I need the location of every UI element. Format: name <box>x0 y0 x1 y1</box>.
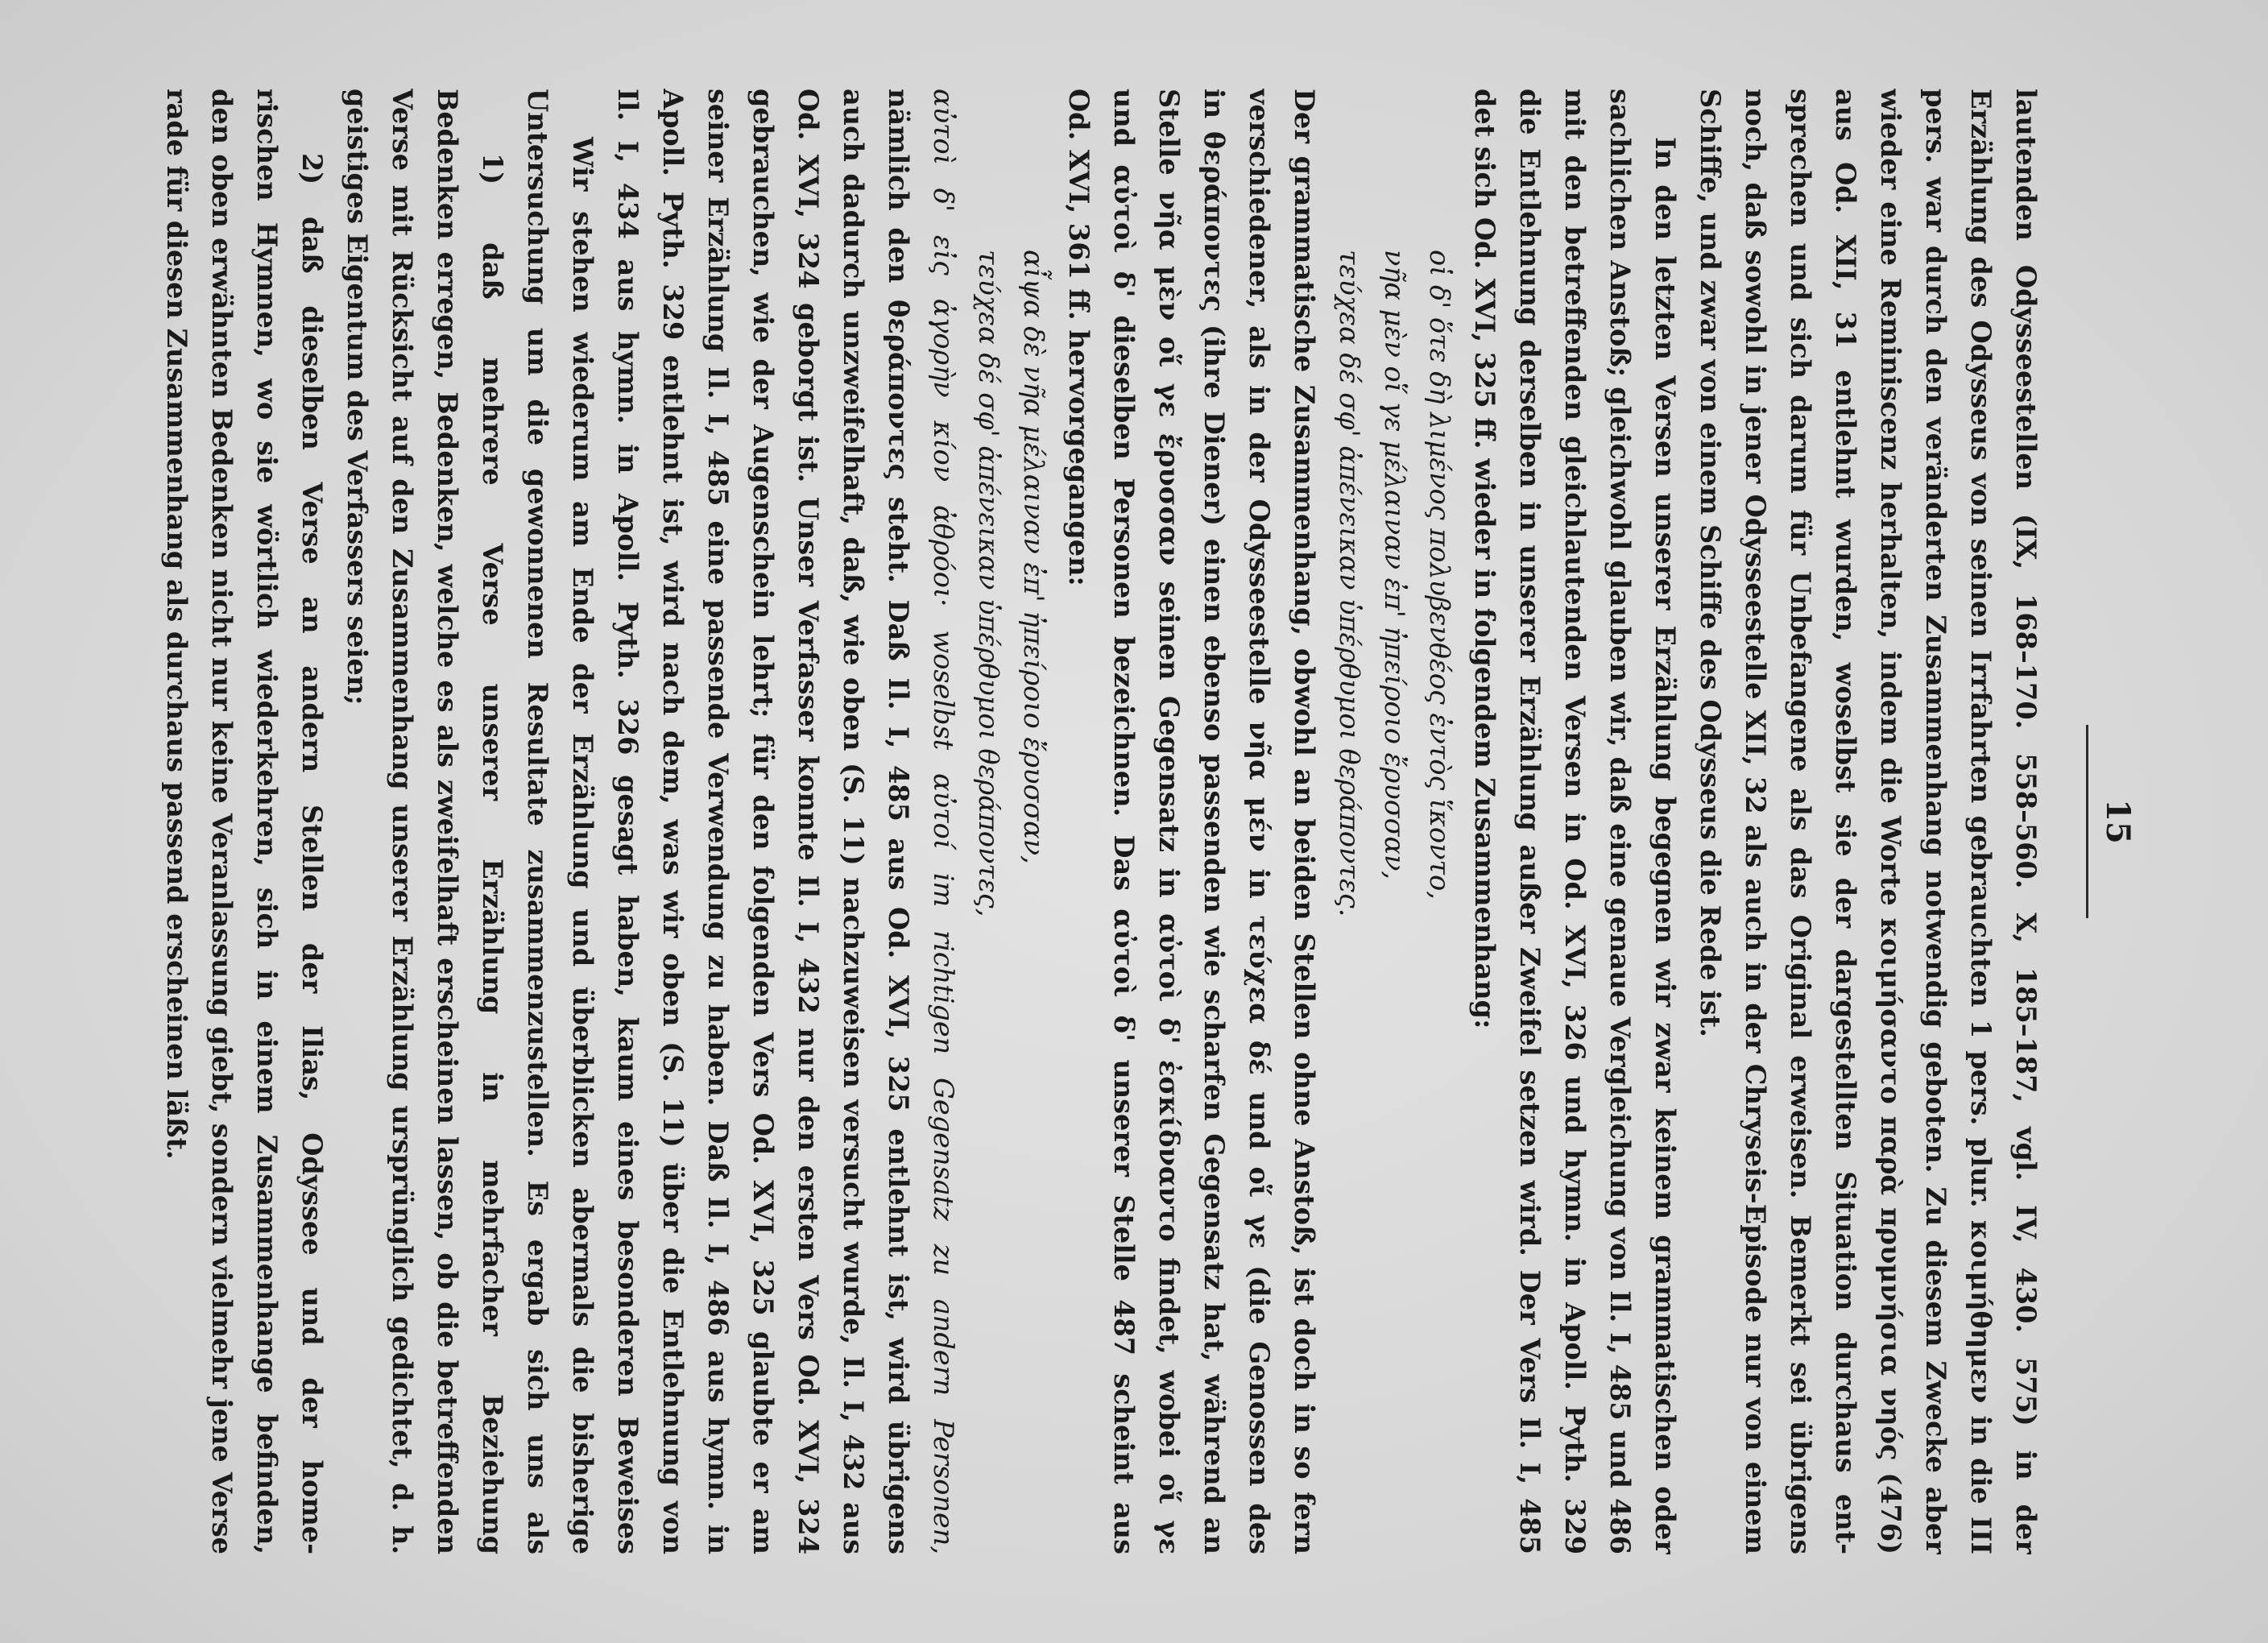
text-line: nämlich den θεράποντες steht. Daß Il. I, 485 aus Od. XVI, 325 entlehnt ist, wird übrigens <box>883 89 914 1554</box>
text-line: Apoll. Pyth. 329 entlehnt ist, wird nach dem, was wir oben (S. 11) über die Entlehnung von <box>657 89 689 1554</box>
text-line: αἶψα δὲ νῆα μέλαιναν ἐπ' ἠπείροιο ἔρυσσαν, <box>1018 250 1049 864</box>
text-line: Untersuchung um die gewonnenen Resultate zusammenzustellen. Es ergab sich uns als <box>522 89 553 1554</box>
text-line: οἱ δ' ὅτε δὴ λιμένος πολυβενθέος ἐντὸς ἵκοντο, <box>1424 250 1455 900</box>
text-line: geistiges Eigentum des Verfassers seien; <box>341 89 373 706</box>
text-line: mit den betreffenden gleichlautenden Versen in Od. XVI, 326 und hymn. in Apoll. Pyth. 329 <box>1559 89 1591 1554</box>
text-line: Stelle νῆα μὲν οἵ γε ἔρυσσαν seinen Gegensatz in αὐτοὶ δ' ἐσκίδναντο findet, wobei οἵ γε <box>1153 89 1185 1554</box>
text-line: νῆα μὲν οἵ γε μέλαιναν ἐπ' ἠπείροιο ἔρυσσαν, <box>1379 250 1410 880</box>
text-line: Schiffe, und zwar von einem Schiffe des Odysseus die Rede ist. <box>1695 89 1726 1037</box>
text-line: det sich Od. XVI, 325 ff. wieder in folgendem Zusammenhang: <box>1469 89 1500 1029</box>
document-page <box>115 89 2137 1554</box>
text-line: 1) daß mehrere Verse unserer Erzählung in mehrfacher Beziehung <box>477 153 508 1554</box>
text-line: verschiedener, als in der Odysseestelle νῆα μέν in τεύχεα δέ und οἵ γε (die Genossen des <box>1244 89 1275 1554</box>
text-line: den oben erwähnten Bedenken nicht nur keine Veranlassung giebt, sondern vielmehr jene Verse <box>206 89 238 1554</box>
text-line: Wir stehen wiederum am Ende der Erzählung und überblicken abermals die bisherige <box>567 137 598 1554</box>
text-line: pers. war durch den veränderten Zusammenhang notwendig geboten. Zu diesem Zwecke aber <box>1920 89 1951 1554</box>
text-line: αὐτοὶ δ' εἰς ἀγορὴν κίον ἀθρόοι· woselbst αὐτοί im richtigen Gegensatz zu andern Personen, <box>928 89 959 1554</box>
text-line: aus Od. XII, 31 entlehnt wurden, woselbst sie der dargestellten Situation durchaus ent- <box>1830 89 1861 1554</box>
text-line: sprechen und sich darum für Unbefangene als das Original erweisen. Bemerkt sei übrigens <box>1785 89 1816 1554</box>
text-line: wieder eine Reminiscenz herhalten, indem die Worte κοιμήσαντο παρὰ πρυμνήσια νηός (476) <box>1875 89 1906 1554</box>
text-line: sachlichen Anstoß; gleichwohl glauben wir, daß eine genaue Vergleichung von Il. I, 485 und 486 <box>1604 89 1636 1554</box>
text-line: τεύχεα δέ σφ' ἀπένεικαν ὑπέρθυμοι θεράποντες, <box>973 250 1004 917</box>
text-line: gebrauchen, wie der Augenschein lehrt; für den folgenden Vers Od. XVI, 325 glaubte er am <box>747 89 779 1554</box>
text-line: die Entlehnung derselben in unserer Erzählung außer Zweifel setzen wird. Der Vers Il. I, 485 <box>1514 89 1546 1554</box>
text-line: In den letzten Versen unserer Erzählung begegnen wir zwar keinem grammatischen oder <box>1649 137 1681 1554</box>
text-line: lautenden Odysseestellen (IX, 168–170. 558–560. X, 185–187, vgl. IV, 430. 575) in der <box>2010 89 2042 1554</box>
text-line: in θεράποντες (ihre Diener) einen ebenso passenden wie scharfen Gegensatz hat, während an <box>1198 89 1230 1554</box>
text-line: noch, daß sowohl in jener Odysseestelle XII, 32 als auch in der Chryseis-Episode nur von einem <box>1740 89 1771 1554</box>
text-line: rischen Hymnen, wo sie wörtlich wiederkehren, sich in einem Zusammenhange befinden, <box>251 89 283 1554</box>
page-number: 15 <box>2099 799 2137 844</box>
header-rule <box>2086 725 2088 918</box>
text-line: Il. I, 434 aus hymn. in Apoll. Pyth. 326 gesagt haben, kaum eines besonderen Beweises <box>612 89 644 1554</box>
text-line: 2) daß dieselben Verse an andern Stellen der Ilias, Odyssee und der home- <box>296 153 328 1554</box>
text-line: Bedenken erregen, Bedenken, welche es als zweifelhaft erscheinen lassen, ob die betreffenden <box>432 89 463 1554</box>
text-line: Od. XVI, 324 geborgt ist. Unser Verfasser konnte Il. I, 432 nur den ersten Vers Od. XVI, 324 <box>793 89 824 1554</box>
text-line: τεύχεα δέ σφ' ἀπένεικαν ὑπέρθυμοι θεράποντες. <box>1334 250 1365 917</box>
text-line: auch dadurch unzweifelhaft, daß, wie oben (S. 11) nachzuweisen versucht wurde, Il. I, 432 aus <box>838 89 869 1554</box>
text-line: Verse mit Rücksicht auf den Zusammenhang unserer Erzählung ursprünglich gedichtet, d. h. <box>387 89 418 1554</box>
text-line: seiner Erzählung Il. I, 485 eine passende Verwendung zu haben. Daß Il. I, 486 aus hymn. in <box>702 89 734 1554</box>
text-line: Erzählung des Odysseus von seinen Irrfahrten gebrauchten 1 pers. plur. κοιμήθημεν in die III <box>1965 89 1997 1554</box>
text-line: rade für diesen Zusammenhang als durchaus passend erscheinen läßt. <box>161 89 192 1160</box>
text-line: und αὐτοὶ δ' dieselben Personen bezeichnen. Das αὐτοὶ δ' unserer Stelle 487 scheint aus <box>1108 89 1140 1554</box>
text-line: Od. XVI, 361 ff. hervorgegangen: <box>1063 89 1095 586</box>
text-line: Der grammatische Zusammenhang, obwohl an beiden Stellen ohne Anstoß, ist doch in so fern <box>1289 89 1320 1554</box>
body-text <box>154 89 2048 1554</box>
